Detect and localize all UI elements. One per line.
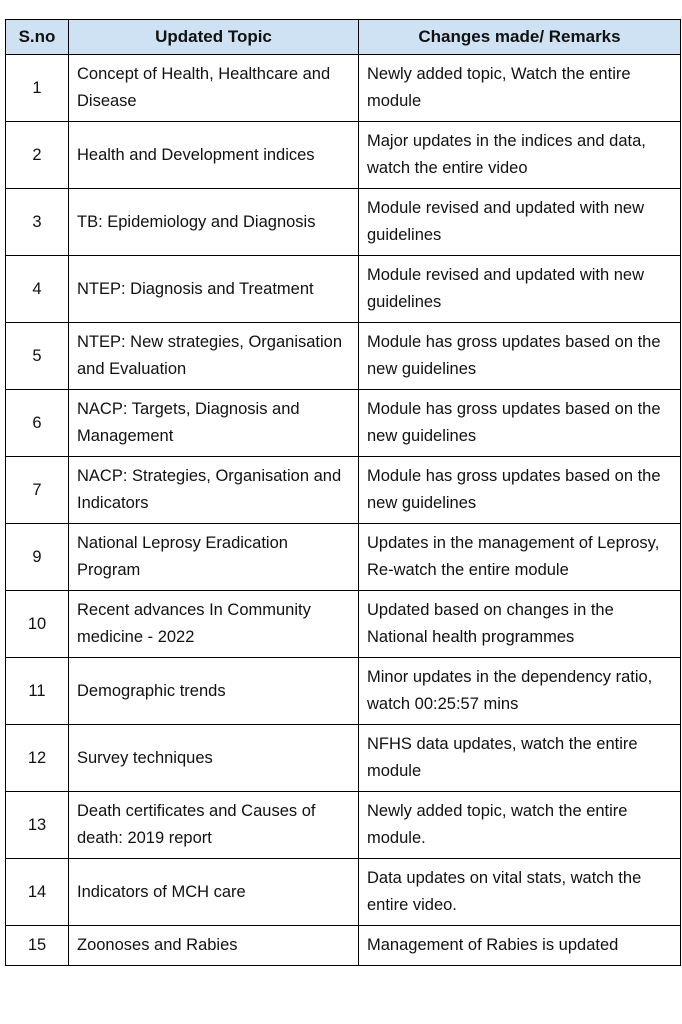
cell-sno: 6 xyxy=(6,390,69,457)
cell-remarks: Module revised and updated with new guidelines xyxy=(359,189,681,256)
cell-topic: Concept of Health, Healthcare and Disease xyxy=(69,55,359,122)
table-row xyxy=(6,926,681,966)
cell-remarks: Module revised and updated with new guidelines xyxy=(359,256,681,323)
cell-topic: Recent advances In Community medicine - 2022 xyxy=(69,591,359,658)
cell-remarks: Minor updates in the dependency ratio, watch 00:25:57 mins xyxy=(359,658,681,725)
table-row xyxy=(6,457,681,524)
table-row xyxy=(6,256,681,323)
table-row xyxy=(6,792,681,859)
cell-topic: NTEP: Diagnosis and Treatment xyxy=(69,256,359,323)
cell-remarks: NFHS data updates, watch the entire module xyxy=(359,725,681,792)
table-row xyxy=(6,591,681,658)
cell-sno: 12 xyxy=(6,725,69,792)
table-row xyxy=(6,189,681,256)
updates-table xyxy=(5,19,681,966)
cell-sno: 9 xyxy=(6,524,69,591)
table-row xyxy=(6,725,681,792)
cell-sno: 3 xyxy=(6,189,69,256)
updates-table-container xyxy=(5,19,681,966)
cell-sno: 4 xyxy=(6,256,69,323)
column-header-topic: Updated Topic xyxy=(69,20,359,55)
table-row xyxy=(6,524,681,591)
cell-remarks: Major updates in the indices and data, watch the entire video xyxy=(359,122,681,189)
cell-sno: 1 xyxy=(6,55,69,122)
cell-remarks: Module has gross updates based on the new guidelines xyxy=(359,457,681,524)
column-header-remarks: Changes made/ Remarks xyxy=(359,20,681,55)
cell-topic: NTEP: New strategies, Organisation and Evaluation xyxy=(69,323,359,390)
cell-sno: 14 xyxy=(6,859,69,926)
table-body xyxy=(6,55,681,966)
table-row xyxy=(6,122,681,189)
cell-sno: 7 xyxy=(6,457,69,524)
cell-topic: Indicators of MCH care xyxy=(69,859,359,926)
cell-topic: TB: Epidemiology and Diagnosis xyxy=(69,189,359,256)
table-header-row xyxy=(6,20,681,55)
cell-sno: 2 xyxy=(6,122,69,189)
cell-remarks: Management of Rabies is updated xyxy=(359,926,681,966)
cell-topic: NACP: Strategies, Organisation and Indicators xyxy=(69,457,359,524)
cell-remarks: Data updates on vital stats, watch the entire video. xyxy=(359,859,681,926)
cell-topic: Health and Development indices xyxy=(69,122,359,189)
cell-topic: Zoonoses and Rabies xyxy=(69,926,359,966)
cell-sno: 11 xyxy=(6,658,69,725)
cell-topic: Death certificates and Causes of death: 2019 report xyxy=(69,792,359,859)
table-row xyxy=(6,658,681,725)
cell-topic: National Leprosy Eradication Program xyxy=(69,524,359,591)
column-header-sno: S.no xyxy=(6,20,69,55)
table-row xyxy=(6,323,681,390)
cell-remarks: Updates in the management of Leprosy, Re-watch the entire module xyxy=(359,524,681,591)
cell-remarks: Module has gross updates based on the new guidelines xyxy=(359,390,681,457)
table-row xyxy=(6,859,681,926)
cell-topic: Survey techniques xyxy=(69,725,359,792)
cell-remarks: Newly added topic, Watch the entire module xyxy=(359,55,681,122)
cell-remarks: Newly added topic, watch the entire module. xyxy=(359,792,681,859)
cell-topic: Demographic trends xyxy=(69,658,359,725)
table-row xyxy=(6,55,681,122)
cell-remarks: Updated based on changes in the National health programmes xyxy=(359,591,681,658)
cell-remarks: Module has gross updates based on the new guidelines xyxy=(359,323,681,390)
cell-topic: NACP: Targets, Diagnosis and Management xyxy=(69,390,359,457)
cell-sno: 5 xyxy=(6,323,69,390)
cell-sno: 13 xyxy=(6,792,69,859)
cell-sno: 15 xyxy=(6,926,69,966)
cell-sno: 10 xyxy=(6,591,69,658)
table-row xyxy=(6,390,681,457)
